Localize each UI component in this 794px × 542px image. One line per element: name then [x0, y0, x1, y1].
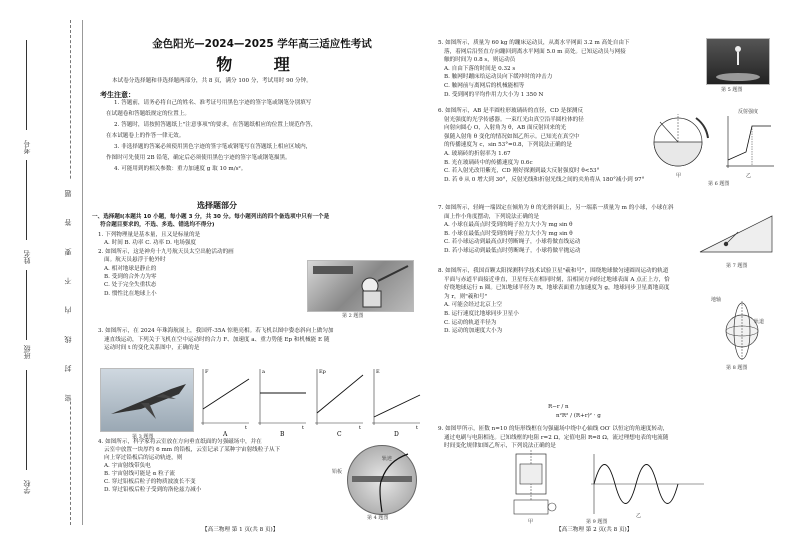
q3-option-graphs: [197, 365, 427, 437]
fig4-lead-label: 铅板: [332, 469, 343, 475]
instruction-line: 1. 答题前，请务必将自己的姓名、准考证号用黑色字迹的签字笔或钢笔分别填写: [114, 100, 312, 106]
question-line: 5. 如图所示，质量为 60 kg 的蹦床运动员，从离水平网面 3.2 m 高处自由下: [438, 40, 630, 46]
fig6-jia-label: 甲: [676, 173, 682, 179]
q3-choice-label: B: [280, 431, 285, 437]
fig6-caption: 第 6 题图: [708, 181, 730, 187]
exam-title: 金色阳光—2024—2025 学年高三适应性考试: [152, 38, 372, 50]
kaohao-line: [26, 40, 27, 130]
question-line: D. 若 θ 从 0 增大到 30°，反射光线和折射光线之间的夹角将从 180°减小到 97°: [444, 176, 645, 183]
question-line: C. 运动的轨道半径为: [444, 319, 497, 326]
q3-choice-label: D: [394, 431, 399, 437]
question-line: A. 时间 B. 功率 C. 功率 D. 电场强度: [104, 240, 197, 246]
label-kaohao: 考号: [23, 140, 31, 154]
question-line: 6. 如图所示，AB 是半圆柱形玻璃砖的直径，CD 是探测反: [438, 108, 584, 114]
fig2-caption: 第 2 题图: [342, 313, 364, 319]
label-xuexiao: 学校: [23, 480, 31, 494]
fig8-diagram: [711, 300, 773, 362]
instruction-line: 在试题卷和答题纸规定的位置上。: [106, 111, 190, 117]
q3-choice-label: A: [223, 431, 228, 437]
fig4-caption: 第 4 题图: [367, 515, 389, 521]
q3-graph-a: [201, 369, 249, 437]
question-line: A. 可能会经过北京上空: [444, 302, 502, 309]
question-line: 8. 如图所示，我国首颗太阳探测科学技术试验卫星"羲和号"，围绕地球做匀速圆周运动的轨道: [438, 268, 669, 274]
question-line: A. 玻璃砖的折射率为 1.67: [444, 151, 511, 157]
question-line: 时间变化规律如图乙所示，下列说法正确的是: [444, 443, 556, 450]
question-line: 触的时间为 0.8 s，则运动员: [444, 57, 516, 64]
fig4-track-label: 轨迹: [382, 456, 393, 462]
fig8-orbit-label: 轨道: [754, 319, 765, 325]
question-line: B. 光在玻璃砖中的传播速度为 0.6c: [444, 159, 533, 166]
question-line: D. 穿过铅板后粒子受到的洛伦兹力减小: [104, 487, 202, 493]
question-line: A. 自由下落的时间是 0.32 s: [444, 65, 516, 72]
svg-text:t: t: [416, 425, 419, 431]
jet-photo: [100, 368, 194, 432]
footer-left: 【高三物理 第 1 页(共 8 页)】: [202, 527, 279, 533]
svg-text:a: a: [262, 369, 265, 375]
question-line: 平面与赤道平面接近垂直，卫星每天在相同时刻，沿相同方向经过地球表面 A 点正上方，恰: [444, 276, 670, 283]
question-line: 好绕地球运行 n 圈。已知地球半径为 R，地球表面重力加速度为 g，地球同步卫星离地高度: [444, 285, 670, 292]
fig6-diagram: [646, 108, 776, 176]
question-line: 7. 如图所示，轻绳一端固定在倾角为 θ 的光滑斜面上，另一端系一质量为 m 的小球，小球在斜: [438, 205, 674, 211]
part1-line-1: 一、选择题Ⅰ(本题共 10 小题，每小题 3 分，共 30 分。每小题列出的四个备选项中只有一个是: [92, 214, 330, 220]
svg-text:t: t: [245, 425, 248, 431]
question-line: C. 若小球运动到最高点时剪断绳子，小球将做直线运动: [444, 239, 581, 246]
question-line: A. 小球在最高点时受到的绳子拉力大小为 mg sin θ: [444, 222, 573, 229]
question-line: 9. 如图甲所示，匝数 n=10 的矩形线框在匀强磁场中绕中心轴线 OO′ 以恒定的角速度转动，: [438, 426, 669, 432]
xingming-line: [26, 160, 27, 240]
q3-graph-d: [372, 369, 420, 437]
question-line: C. 穿过铅板后粒子的物质波波长不变: [104, 479, 196, 485]
part1-line-2: 符合题目要求的，不选、多选、错选均不得分): [100, 222, 215, 228]
column-right: [436, 0, 786, 542]
question-line: 向射向圆心 O，入射角为 θ，AB 面反射回来的光: [444, 125, 567, 132]
column-left: [92, 0, 427, 542]
fig6-yi-label: 乙: [746, 173, 752, 179]
exam-subject: 物 理: [216, 55, 308, 74]
question-line: 3. 如图所示，在 2024 年珠海航展上，我国歼-35A 惊艳亮相。若飞机以图中姿态斜向上做匀加: [98, 328, 334, 334]
svg-text:t: t: [302, 425, 305, 431]
fig9-caption: 第 9 题图: [586, 519, 608, 525]
question-line: C. 若入射光改用紫光，CD 刚好探测到最大反射强度时 θ<53°: [444, 168, 600, 175]
fig6-sensor-label: 反射强度: [738, 109, 759, 115]
fig7-caption: 第 7 题图: [726, 263, 748, 269]
trampoline-photo: [706, 38, 770, 85]
margin-rule: [82, 20, 83, 525]
jet-icon: [101, 369, 193, 431]
question-line: B. 小球在最低点时受到的绳子拉力大小为 mg sin θ: [444, 230, 573, 237]
question-line: C. 处于完全失重状态: [104, 282, 157, 288]
q8d-formula: n²R² / (R+r)² · g: [556, 413, 601, 419]
svg-text:F: F: [205, 369, 209, 375]
question-line: D. 受到网的平均作用力大小为 1 350 N: [444, 91, 544, 98]
question-line: A. 相对地球是静止的: [104, 266, 157, 272]
question-line: 的传播速度为 c，sin 53°=0.8，下列说法正确的是: [444, 142, 572, 149]
label-banji: 班级: [23, 345, 31, 359]
q3-graph-b: [258, 369, 306, 437]
intro-line: 本试卷分选择题和非选择题两部分，共 8 页，满分 100 分，考试用时 90 分钟。: [112, 78, 312, 84]
binding-margin: [0, 0, 88, 542]
question-line: 为 r，则"羲和号": [444, 293, 488, 300]
astronaut-figure: [308, 261, 413, 311]
banji-line: [26, 270, 27, 340]
section-title: 选择题部分: [197, 201, 237, 210]
instruction-line: 4. 可能用到的相关参数：重力加速度 g 取 10 m/s²。: [114, 166, 247, 172]
question-line: D. 惯性比在地球上小: [104, 291, 157, 297]
svg-text:Ep: Ep: [319, 369, 326, 375]
fig9-diagram: [506, 450, 706, 518]
fig7-diagram: [698, 212, 774, 258]
question-line: 落，着网后沿竖直方向蹦回到离水平网面 5.0 m 高处。已知运动员与网接: [444, 48, 626, 55]
question-line: B. 宇宙射线可能是 α 粒子流: [104, 471, 175, 477]
instruction-line: 在本试题卷上的作答一律无效。: [106, 133, 185, 139]
seal-text: 密 封 线 内 不 要 答 题: [64, 180, 72, 402]
question-line: B. 受到的合外力为零: [104, 274, 157, 280]
instruction-line: 2. 答题时，请按照答题纸上"注意事项"的要求，在答题纸相应的位置上规范作答，: [114, 122, 317, 128]
notice-heading: 考生注意：: [100, 91, 135, 99]
q3-choice-label: C: [337, 431, 342, 437]
fig9-yi-label: 乙: [636, 513, 642, 519]
question-line: 面。航天员悬浮于舱外时: [104, 257, 166, 263]
question-line: D. 运动的加速度大小为: [444, 328, 503, 335]
footer-right: 【高三物理 第 2 页(共 8 页)】: [556, 527, 633, 533]
question-line: 云室中放置一块厚约 6 mm 的铅板，云室记录了某种宇宙射线粒子从下: [104, 447, 281, 453]
label-xingming: 姓名: [23, 250, 31, 264]
question-line: 面上作小角度摆动，下列说法正确的是: [444, 213, 540, 220]
question-line: 强随入射角 θ 变化的情况如图乙所示。已知光在真空中: [444, 133, 580, 140]
trampoline-athlete-icon: [707, 39, 769, 84]
question-line: A. 宇宙射线带负电: [104, 463, 151, 469]
question-line: 射光强度的光学传感器。一束红光由真空沿半圆柱体的径: [444, 116, 584, 123]
question-line: 通过电刷与电阻相连。已知线框的电阻 r=2 Ω，定值电阻 R=8 Ω，流过理想电表的电流随: [444, 434, 669, 441]
instruction-line: 3. 非选择题的答案必须使用黑色字迹的签字笔或钢笔写在答题纸上相应区域内，: [114, 144, 312, 150]
question-line: 运动时间 t 的变化关系图中，正确的是: [104, 345, 200, 351]
astronaut-photo: [307, 260, 414, 312]
question-line: 2. 如图所示，这是神舟十九号航天员太空出舱活动的画: [98, 249, 234, 255]
question-line: 速直线运动，下列关于飞机在空中运动时的合力 F、加速度 a、重力势能 Ep 和机械能 E 随: [104, 336, 330, 343]
fig5-caption: 第 5 题图: [721, 87, 743, 93]
instruction-line: 作图时可先使用 2B 铅笔，确定后必须使用黑色字迹的签字笔或钢笔描黑。: [106, 155, 291, 161]
fig3-caption: 第 3 题图: [132, 434, 154, 440]
question-line: D. 若小球运动到最低点时剪断绳子，小球将做平抛运动: [444, 248, 581, 254]
question-line: 4. 如图所示，科学家将云室放在方向垂直纸面的匀强磁场中，并在: [98, 439, 262, 445]
fig8-caption: 第 8 题图: [726, 365, 748, 371]
svg-text:E: E: [376, 369, 380, 375]
fig9-jia-label: 甲: [528, 519, 534, 525]
q3-graph-c: [315, 369, 363, 437]
question-line: C. 触网前与离网后的机械能相等: [444, 83, 525, 89]
fig8-axis-label: 地轴: [711, 297, 722, 303]
question-line: B. 运行速度比地球同步卫星小: [444, 311, 519, 317]
question-line: 向上穿过铅板后的运动轨迹，则: [104, 455, 183, 461]
question-line: 1. 下列物理量是基本量，且又是标量的是: [98, 232, 201, 238]
xuexiao-line: [26, 370, 27, 470]
q8c-formula: R−r / n: [548, 404, 569, 410]
question-line: B. 触网时蹦床给运动员向下缓冲时的冲击力: [444, 74, 553, 81]
svg-text:t: t: [359, 425, 362, 431]
